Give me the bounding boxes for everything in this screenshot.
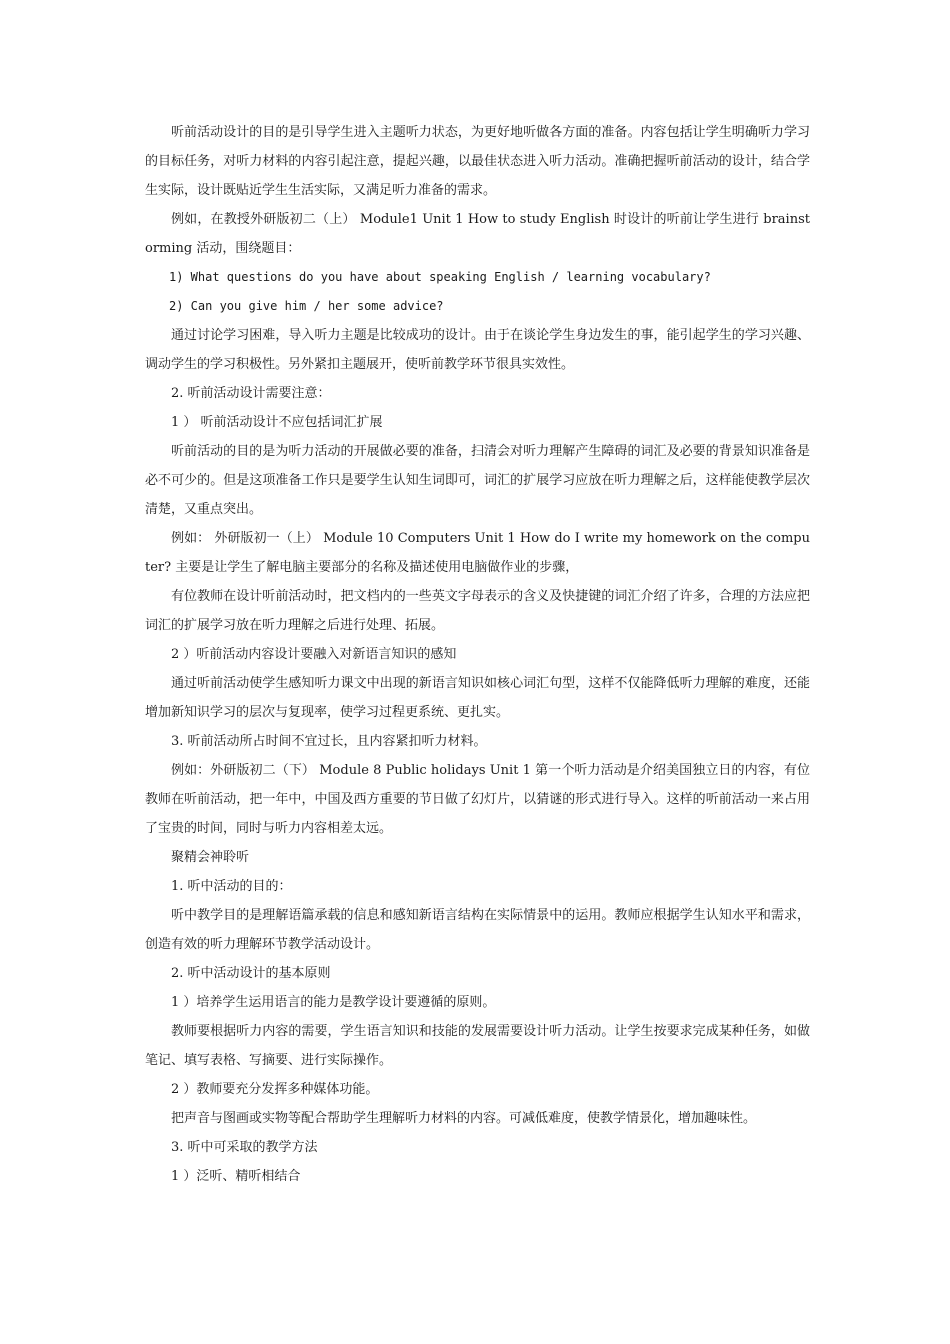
- paragraph-question-2: 2) Can you give him / her some advice?: [169, 299, 444, 313]
- paragraph-task-design: 教师要根据听力内容的需要，学生语言知识和技能的发展需要设计听力活动。让学生按要求完成某种任务，如做笔记、填写表格、写摘要、进行实际操作。: [145, 1024, 810, 1068]
- paragraph-discussion-design: 通过讨论学习困难，导入听力主题是比较成功的设计。由于在谈论学生身边发生的事，能引起学生的学习兴趣、调动学生的学习积极性。另外紧扣主题展开，使听前教学环节很具实效性。: [145, 328, 810, 372]
- subheading-new-language: 2 ）听前活动内容设计要融入对新语言知识的感知: [171, 647, 457, 662]
- document-body: [145, 118, 810, 1191]
- paragraph-example-holidays: 例如：外研版初二（下） Module 8 Public holidays Unit 1 第一个听力活动是介绍美国独立日的内容，有位教师在听前活动，把一年中，中国及西方重要的节日做了幻灯片，以猜谜的形式进行导入。这样的听前活动一来占用了宝贵的时间，同时与听力内容相差太远。: [145, 763, 810, 836]
- heading-time-limit: 3. 听前活动所占时间不宜过长，且内容紧扣听力材料。: [171, 734, 487, 749]
- section-title-while-listening: 聚精会神聆听: [171, 850, 250, 865]
- paragraph-while-listening-purpose: 听中教学目的是理解语篇承载的信息和感知新语言结构在实际情景中的运用。教师应根据学生认知水平和需求，创造有效的听力理解环节教学活动设计。: [145, 908, 810, 952]
- heading-while-listening-purpose: 1. 听中活动的目的：: [171, 879, 292, 894]
- subheading-no-vocab-expansion: 1 ） 听前活动设计不应包括词汇扩展: [171, 415, 383, 430]
- heading-prelistening-notes: 2. 听前活动设计需要注意：: [171, 386, 331, 401]
- paragraph-new-language: 通过听前活动使学生感知听力课文中出现的新语言知识如核心词汇句型，这样不仅能降低听力理解的难度，还能增加新知识学习的层次与复现率，使学习过程更系统、更扎实。: [145, 676, 810, 720]
- heading-teaching-methods: 3. 听中可采取的教学方法: [171, 1140, 318, 1155]
- subheading-extensive-intensive: 1 ）泛听、精听相结合: [171, 1169, 301, 1184]
- paragraph-multimedia: 把声音与图画或实物等配合帮助学生理解听力材料的内容。可减低难度，使教学情景化，增加趣味性。: [171, 1111, 757, 1126]
- paragraph-teacher-example: 有位教师在设计听前活动时，把文档内的一些英文字母表示的含义及快捷键的词汇介绍了许多，合理的方法应把词汇的扩展学习放在听力理解之后进行处理、拓展。: [145, 589, 810, 633]
- paragraph-vocab-preparation: 听前活动的目的是为听力活动的开展做必要的准备，扫清会对听力理解产生障碍的词汇及必要的背景知识准备是必不可少的。但是这项准备工作只是要学生认知生词即可，词汇的扩展学习应放在听力理解之后，这样能使教学层次清楚，又重点突出。: [145, 444, 810, 517]
- subheading-multimedia: 2 ）教师要充分发挥多种媒体功能。: [171, 1082, 379, 1097]
- heading-basic-principles: 2. 听中活动设计的基本原则: [171, 966, 331, 981]
- subheading-language-ability: 1 ）培养学生运用语言的能力是教学设计要遵循的原则。: [171, 995, 496, 1010]
- paragraph-question-1: 1) What questions do you have about speaking English / learning vocabulary?: [169, 270, 711, 284]
- paragraph-example-computers: 例如： 外研版初一（上） Module 10 Computers Unit 1 How do I write my homework on the computer? 主要是让学生了解电脑主要部分的名称及描述使用电脑做作业的步骤，: [145, 531, 810, 575]
- paragraph-example-brainstorming: 例如，在教授外研版初二（上） Module1 Unit 1 How to study English 时设计的听前让学生进行 brainstorming 活动，围绕题目：: [145, 212, 810, 256]
- paragraph-prelistening-purpose: 听前活动设计的目的是引导学生进入主题听力状态，为更好地听做各方面的准备。内容包括让学生明确听力学习的目标任务，对听力材料的内容引起注意，提起兴趣，以最佳状态进入听力活动。准确把握听前活动的设计，结合学生实际，设计既贴近学生生活实际，又满足听力准备的需求。: [145, 125, 810, 198]
